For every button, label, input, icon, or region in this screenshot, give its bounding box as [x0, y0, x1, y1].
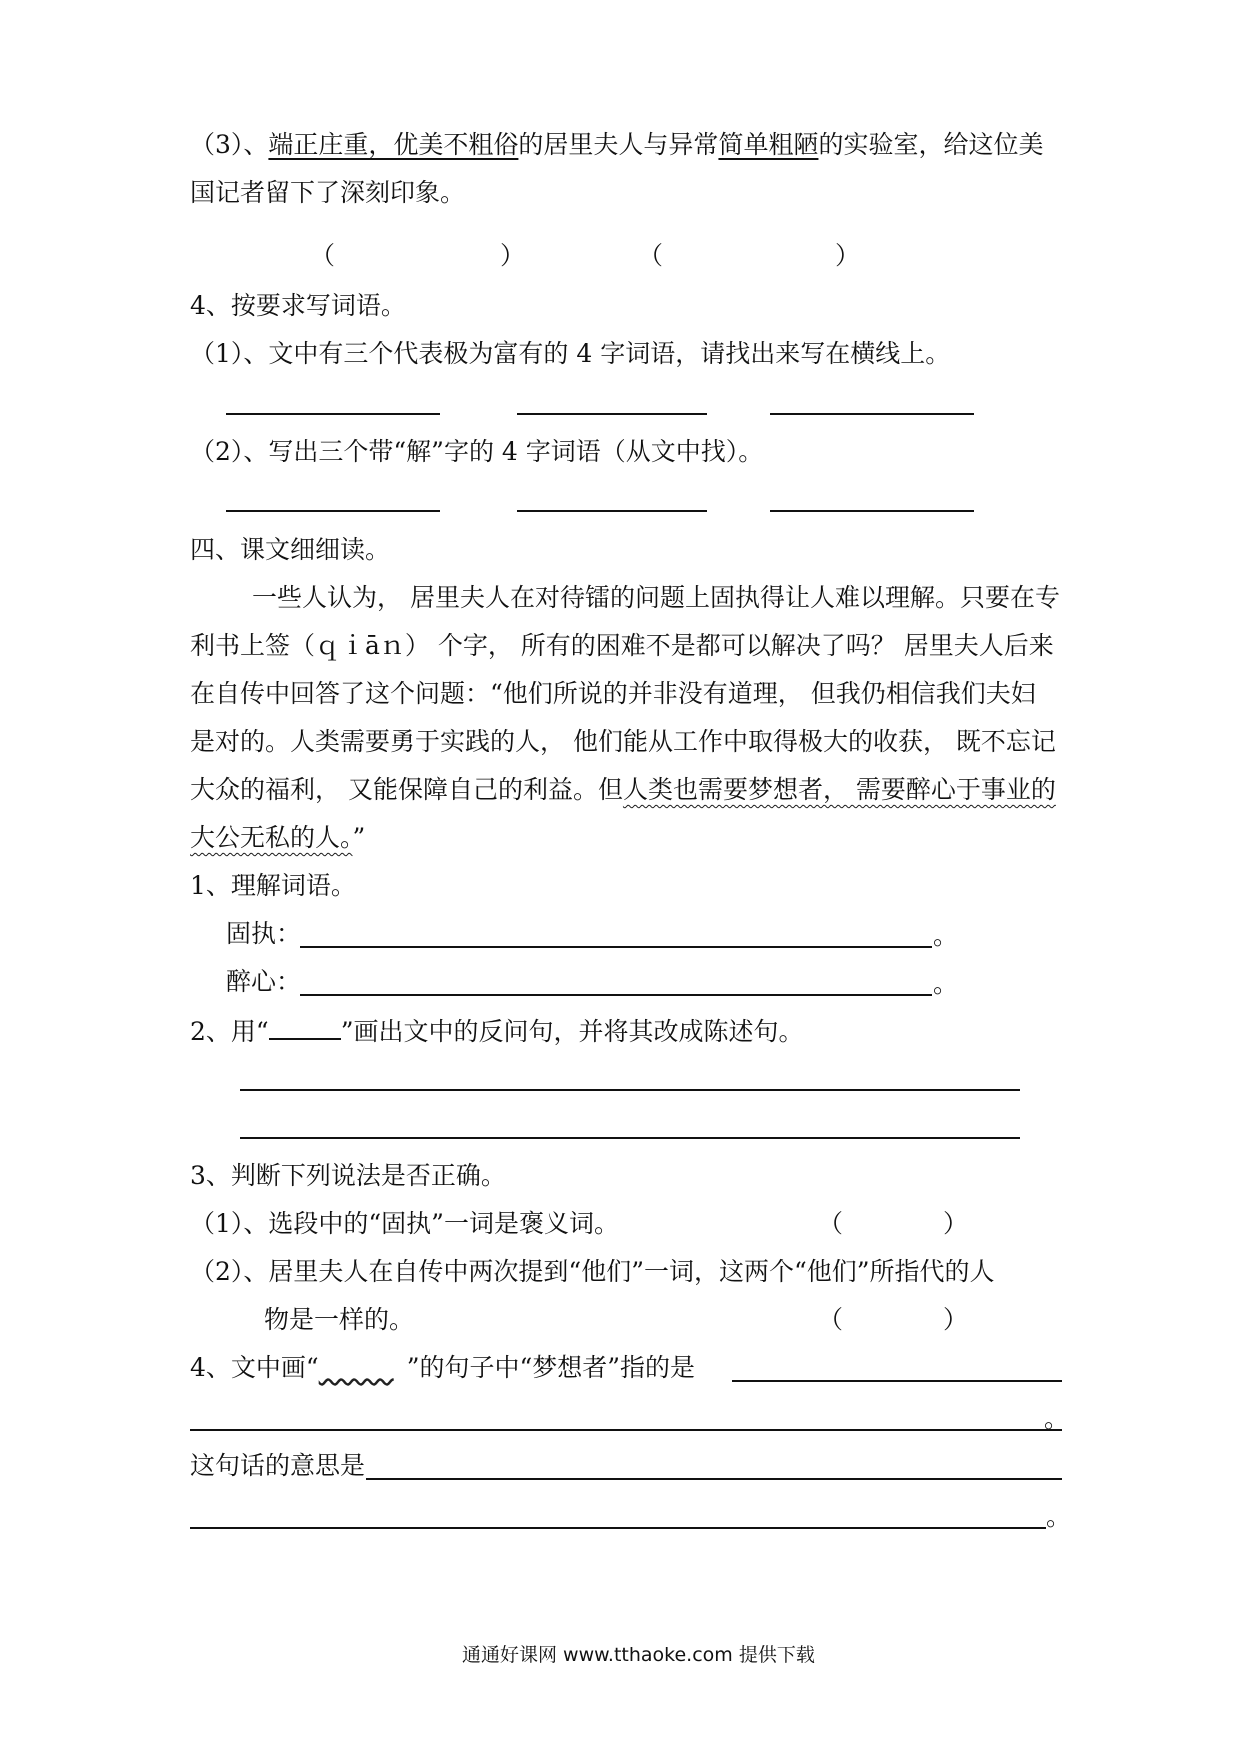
underlined-phrase-2: 简单粗陋	[718, 130, 819, 159]
wavy-underlined-sentence: 大公无私的人。	[190, 823, 353, 852]
answer-paren-close-2: ）	[835, 241, 861, 270]
answer-line-guzhi[interactable]	[300, 946, 932, 948]
answer-line[interactable]	[240, 1137, 1020, 1139]
section-4-title: 四、课文细细读。	[190, 535, 391, 564]
text-segment: ”	[352, 823, 366, 852]
period: 。	[933, 921, 959, 950]
judgement-paren-2[interactable]: （ ）	[818, 1305, 969, 1334]
word-label-guzhi: 固执：	[226, 919, 302, 948]
underlined-phrase-1: 端正庄重，优美不粗俗	[268, 130, 519, 159]
answer-paren-open-1: （	[310, 241, 336, 270]
text-segment: 的实验室，给这位美	[818, 130, 1044, 159]
answer-line-zuixin[interactable]	[300, 994, 932, 996]
question-3-sub2-line2: 物是一样的。	[264, 1305, 415, 1334]
answer-paren-close-1: ）	[500, 241, 526, 270]
question-4-title: 4、按要求写词语。	[190, 291, 406, 320]
answer-line[interactable]	[190, 1429, 1062, 1431]
question-3-sub1: （1）、选段中的“固执”一词是褒义词。	[190, 1209, 619, 1238]
period: 。	[1044, 1404, 1070, 1433]
judgement-paren-1[interactable]: （ ）	[818, 1209, 969, 1238]
text-segment: 4、文中画“	[190, 1353, 319, 1382]
item-3-line1	[190, 129, 1043, 161]
answer-line[interactable]	[240, 1089, 1020, 1091]
wavy-line-sample	[319, 1352, 407, 1374]
question-1-title: 1、理解词语。	[190, 871, 356, 900]
answer-line[interactable]	[226, 510, 440, 512]
question-4-sub2: （2）、写出三个带“解”字的 4 字词语（从文中找）。	[190, 437, 764, 466]
answer-line[interactable]	[770, 510, 974, 512]
question-4	[190, 1352, 695, 1384]
answer-line[interactable]	[517, 413, 707, 415]
passage-line-5	[190, 774, 1056, 806]
question-3-sub2-line1: （2）、居里夫人在自传中两次提到“他们”一词，这两个“他们”所指代的人	[190, 1257, 995, 1286]
question-4-meaning-label: 这句话的意思是	[190, 1451, 366, 1480]
word-label-zuixin: 醉心：	[226, 967, 302, 996]
straight-line-sample	[269, 1016, 341, 1040]
item-3-line2: 国记者留下了深刻印象。	[190, 178, 466, 207]
text-segment: 大众的福利， 又能保障自己的利益。但	[190, 775, 623, 804]
text-segment: ”的句子中“梦想者”指的是	[406, 1353, 696, 1382]
wavy-underlined-sentence: 人类也需要梦想者， 需要醉心于事业的	[622, 775, 1056, 804]
answer-line[interactable]	[366, 1478, 1062, 1480]
passage-line-4: 是对的。人类需要勇于实践的人， 他们能从工作中取得极大的收获， 既不忘记	[190, 727, 1056, 756]
passage-line-2: 利书上签（ｑｉāｎ） 个字， 所有的困难不是都可以解决了吗？ 居里夫人后来	[190, 631, 1054, 660]
passage-line-3: 在自传中回答了这个问题：“他们所说的并非没有道理， 但我仍相信我们夫妇	[190, 679, 1036, 708]
footer-credit: 通通好课网 www.tthaoke.com 提供下载	[462, 1644, 815, 1666]
period: 。	[933, 969, 959, 998]
answer-line[interactable]	[770, 413, 974, 415]
answer-line[interactable]	[190, 1527, 1046, 1529]
answer-line[interactable]	[226, 413, 440, 415]
text-segment: ”画出文中的反问句，并将其改成陈述句。	[340, 1017, 804, 1046]
question-2	[190, 1016, 803, 1048]
answer-line[interactable]	[517, 510, 707, 512]
item-number: （3）、	[190, 130, 269, 159]
passage-line-6	[190, 822, 365, 854]
text-segment: 的居里夫人与异常	[518, 130, 719, 159]
question-4-sub1: （1）、文中有三个代表极为富有的 4 字词语，请找出来写在横线上。	[190, 339, 951, 368]
period: 。	[1046, 1502, 1072, 1531]
question-3-title: 3、判断下列说法是否正确。	[190, 1161, 506, 1190]
answer-line[interactable]	[732, 1380, 1062, 1382]
text-segment: 2、用“	[190, 1017, 269, 1046]
passage-line-1: 一些人认为， 居里夫人在对待镭的问题上固执得让人难以理解。只要在专	[252, 583, 1060, 612]
answer-paren-open-2: （	[638, 241, 664, 270]
